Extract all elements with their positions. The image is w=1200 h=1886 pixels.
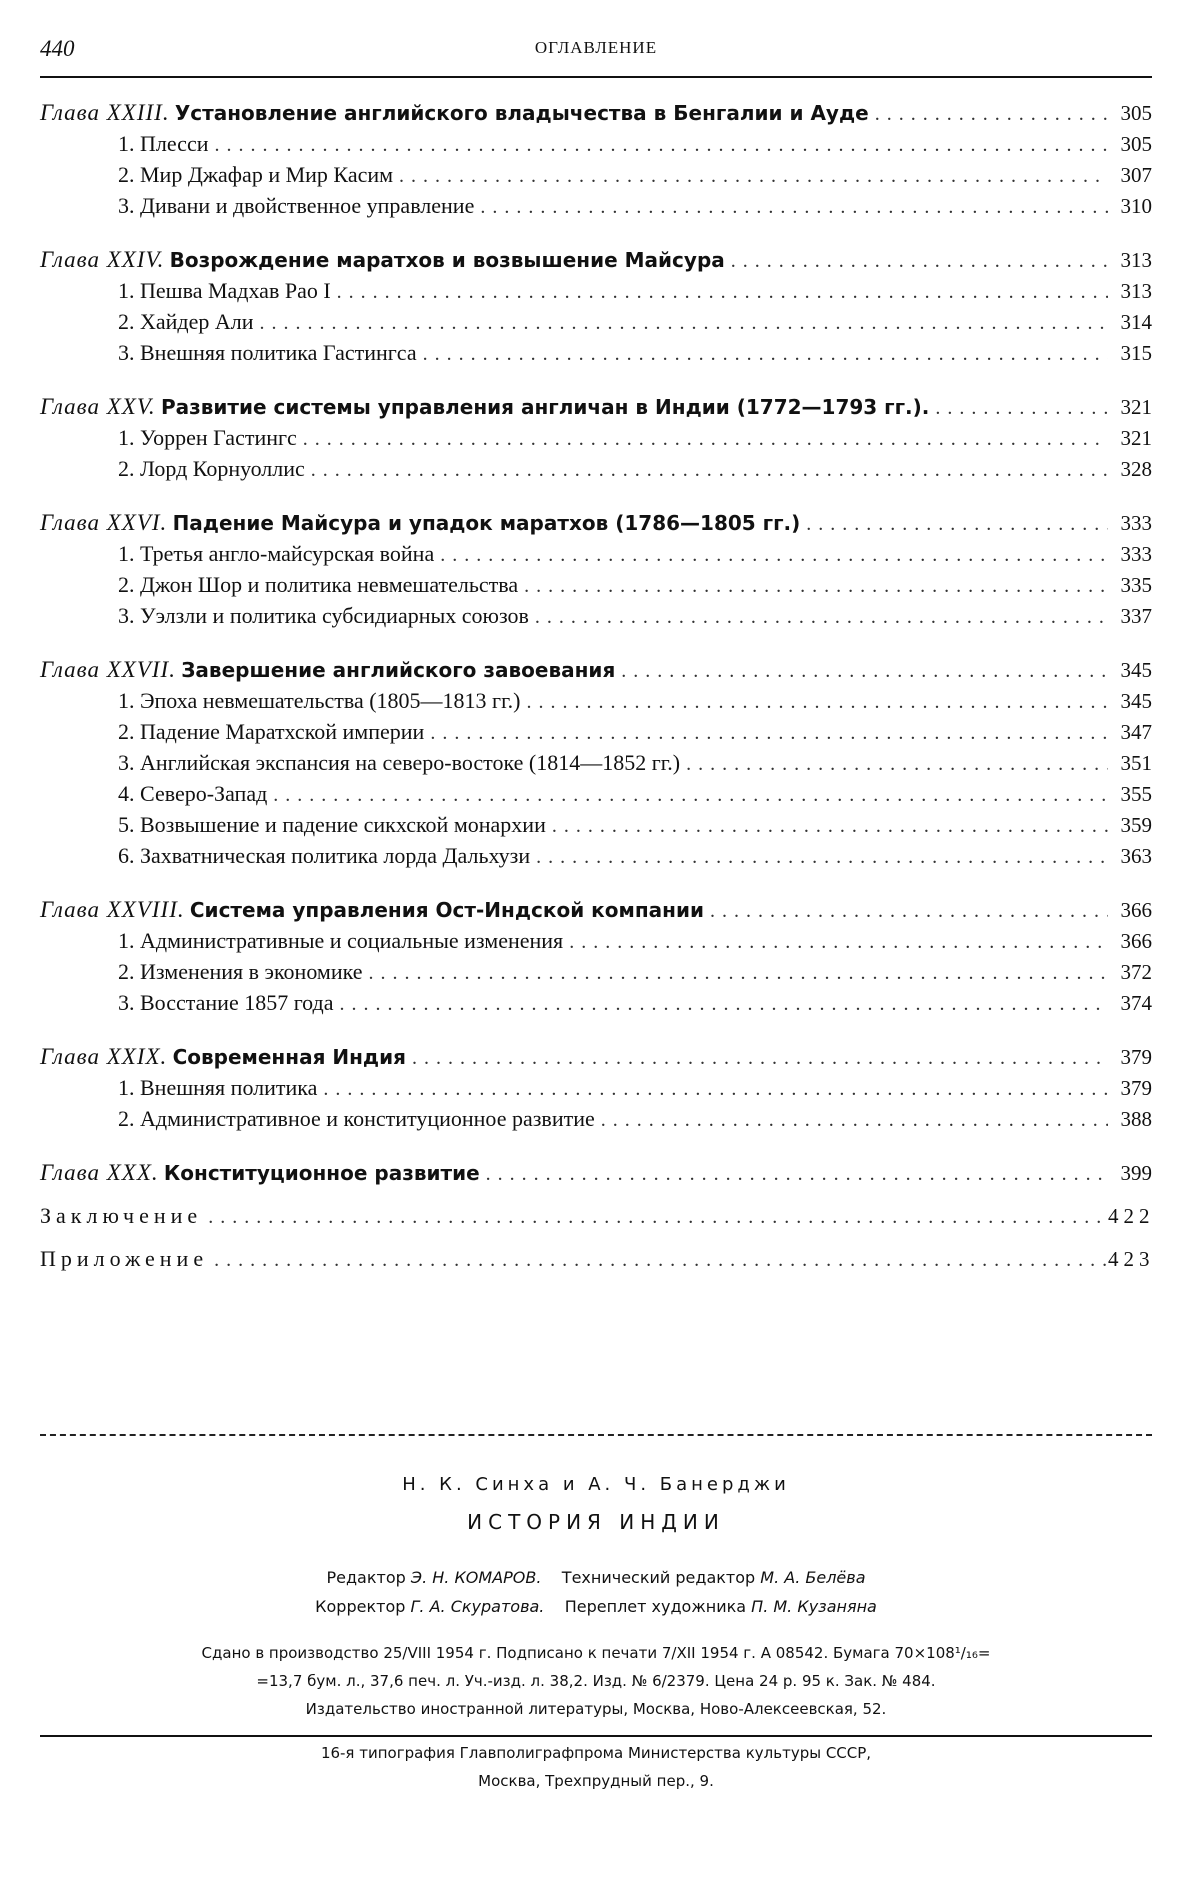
toc-section-row xyxy=(40,812,1152,842)
section-title: 1. Эпоха невмешательства (1805—1813 гг.) xyxy=(118,688,521,713)
dot-leader xyxy=(530,846,1108,869)
toc-appendix-row xyxy=(40,1246,1155,1276)
appendix-title: Приложение xyxy=(40,1246,209,1271)
page-ref: 351 xyxy=(1120,751,1152,775)
chapter-label: Глава XXIV. xyxy=(40,247,165,272)
dot-leader xyxy=(563,931,1108,954)
binding-name: П. М. Кузанянa xyxy=(751,1597,877,1616)
page-ref: 321 xyxy=(1120,395,1152,419)
section-title: 1. Внешняя политика xyxy=(118,1075,318,1100)
toc-section-row xyxy=(40,309,1152,339)
section-title: 1. Плесси xyxy=(118,131,209,156)
page-ref: 372 xyxy=(1120,960,1152,984)
dot-leader xyxy=(417,343,1108,366)
dot-leader xyxy=(615,660,1108,683)
dot-leader xyxy=(406,1047,1108,1070)
toc-section-row xyxy=(40,843,1152,873)
section-title: 2. Джон Шор и политика невмешательства xyxy=(118,572,519,597)
section-title: 2. Лорд Корнуоллис xyxy=(118,456,305,481)
dot-leader xyxy=(363,962,1108,985)
toc-section-row xyxy=(40,928,1152,958)
toc-chapter-row xyxy=(40,100,1152,130)
chapter-label: Глава XXX. xyxy=(40,1160,159,1185)
page-ref: 333 xyxy=(1120,511,1152,535)
dot-leader xyxy=(254,312,1108,335)
dot-leader xyxy=(546,815,1108,838)
production-line-3: Издательство иностранной литературы, Москва, Ново-Алексеевская, 52. xyxy=(305,1700,887,1718)
page-ref: 335 xyxy=(1120,573,1152,597)
chapter-heading xyxy=(40,247,725,273)
toc-section-row xyxy=(40,278,1152,308)
page-ref: 347 xyxy=(1120,720,1152,744)
page-ref: 379 xyxy=(1120,1076,1152,1100)
dot-leader xyxy=(800,513,1108,536)
toc-section-row xyxy=(40,572,1152,602)
dot-leader xyxy=(317,1078,1108,1101)
toc-chapter-row xyxy=(40,1160,1152,1190)
binding-label: Переплет художника xyxy=(564,1597,747,1616)
page-ref: 399 xyxy=(1120,1161,1152,1185)
appendix-title: Заключение xyxy=(40,1203,203,1228)
page-ref: 345 xyxy=(1120,689,1152,713)
page-ref: 423 xyxy=(1108,1247,1155,1271)
corrector-label: Корректор xyxy=(315,1597,406,1616)
chapter-heading xyxy=(40,1160,480,1186)
section-title: 2. Изменения в экономике xyxy=(118,959,363,984)
section-title: 1. Уоррен Гастингс xyxy=(118,425,297,450)
dot-leader xyxy=(929,397,1108,420)
section-title: 1. Административные и социальные изменения xyxy=(118,928,564,953)
toc-chapter-row xyxy=(40,247,1152,277)
chapter-title: Завершение английского завоевания xyxy=(181,658,616,682)
section-title: 2. Мир Джафар и Мир Касим xyxy=(118,162,394,187)
section-title: 2. Административное и конституционное развитие xyxy=(118,1106,595,1131)
toc-section-row xyxy=(40,541,1152,571)
toc-section-row xyxy=(40,1075,1152,1105)
dot-leader xyxy=(202,1206,1108,1229)
toc-section-row xyxy=(40,990,1152,1020)
chapter-heading xyxy=(40,657,615,683)
dot-leader xyxy=(305,459,1108,482)
toc-section-row xyxy=(40,456,1152,486)
toc-section-row xyxy=(40,1106,1152,1136)
separator-line xyxy=(40,1434,1152,1436)
editor-name: Э. Н. КОМАРОВ. xyxy=(410,1568,542,1587)
page-ref: 315 xyxy=(1120,341,1152,365)
chapter-title: Возрождение маратхов и возвышение Майсура xyxy=(169,248,725,272)
section-title: 1. Пешва Мадхав Рао I xyxy=(118,278,331,303)
chapter-label: Глава XXVIII. xyxy=(40,897,185,922)
running-title: ОГЛАВЛЕНИЕ xyxy=(534,38,658,57)
section-title: 6. Захватническая политика лорда Дальхузи xyxy=(118,843,531,868)
toc-section-row xyxy=(40,750,1152,780)
dot-leader xyxy=(595,1109,1108,1132)
editor-label: Редактор xyxy=(326,1568,406,1587)
chapter-title: Развитие системы управления англичан в Индии (1772—1793 гг.). xyxy=(160,395,930,419)
chapter-title: Современная Индия xyxy=(172,1045,406,1069)
toc-chapter-row xyxy=(40,510,1152,540)
page-ref: 366 xyxy=(1120,898,1152,922)
chapter-title: Установление английского владычества в Бенгалии и Ауде xyxy=(174,101,869,125)
chapter-heading xyxy=(40,394,929,420)
toc-chapter-row xyxy=(40,657,1152,687)
chapter-title: Система управления Ост-Индской компании xyxy=(189,898,704,922)
toc-section-row xyxy=(40,719,1152,749)
chapter-heading xyxy=(40,897,704,923)
dot-leader xyxy=(529,606,1108,629)
dot-leader xyxy=(680,753,1108,776)
separator-line-bottom xyxy=(40,1735,1152,1737)
section-title: 3. Дивани и двойственное управление xyxy=(118,193,475,218)
imprint-corrector-line xyxy=(40,1597,1152,1616)
page-ref: 355 xyxy=(1120,782,1152,806)
page-ref: 313 xyxy=(1120,248,1152,272)
toc-section-row xyxy=(40,193,1152,223)
production-line-2: =13,7 бум. л., 37,6 печ. л. Уч.-изд. л. 38,2. Изд. № 6/2379. Цена 24 р. 95 к. Зак. № 484. xyxy=(256,1672,936,1690)
toc-section-row xyxy=(40,688,1152,718)
chapter-label: Глава XXIII. xyxy=(40,100,170,125)
dot-leader xyxy=(297,428,1108,451)
page-ref: 305 xyxy=(1120,101,1152,125)
dot-leader xyxy=(331,281,1108,304)
page-ref: 363 xyxy=(1120,844,1152,868)
section-title: 3. Внешняя политика Гастингса xyxy=(118,340,417,365)
imprint-book-title: ИСТОРИЯ ИНДИИ xyxy=(467,1510,725,1534)
page-ref: 321 xyxy=(1120,426,1152,450)
page-ref: 345 xyxy=(1120,658,1152,682)
chapter-heading xyxy=(40,1044,406,1070)
dot-leader xyxy=(704,900,1108,923)
dot-leader xyxy=(208,1249,1108,1272)
dot-leader xyxy=(208,134,1108,157)
chapter-heading xyxy=(40,100,869,126)
section-title: 3. Английская экспансия на северо-востоке (1814—1852 гг.) xyxy=(118,750,681,775)
page-ref: 337 xyxy=(1120,604,1152,628)
page-ref: 366 xyxy=(1120,929,1152,953)
toc-section-row xyxy=(40,340,1152,370)
toc-section-row xyxy=(40,131,1152,161)
section-title: 1. Третья англо-майсурская война xyxy=(118,541,435,566)
page-ref: 379 xyxy=(1120,1045,1152,1069)
chapter-heading xyxy=(40,510,800,536)
dot-leader xyxy=(267,784,1108,807)
page-ref: 328 xyxy=(1120,457,1152,481)
page-ref: 313 xyxy=(1120,279,1152,303)
chapter-title: Конституционное развитие xyxy=(163,1161,480,1185)
tech-editor-label: Технический редактор xyxy=(561,1568,756,1587)
imprint-editors-line xyxy=(40,1568,1152,1587)
dot-leader xyxy=(480,1163,1108,1186)
dot-leader xyxy=(393,165,1108,188)
toc-section-row xyxy=(40,425,1152,455)
tech-editor-name: М. А. Белёва xyxy=(760,1568,866,1587)
printer-line-2: Москва, Трехпрудный пер., 9. xyxy=(478,1772,714,1790)
toc-chapter-row xyxy=(40,1044,1152,1074)
toc-section-row xyxy=(40,162,1152,192)
corrector-name: Г. А. Скуратова. xyxy=(410,1597,545,1616)
dot-leader xyxy=(424,722,1108,745)
page-ref: 307 xyxy=(1120,163,1152,187)
section-title: 2. Падение Маратхской империи xyxy=(118,719,425,744)
page-ref: 359 xyxy=(1120,813,1152,837)
section-title: 3. Восстание 1857 года xyxy=(118,990,334,1015)
chapter-title: Падение Майсура и упадок маратхов (1786—1805 гг.) xyxy=(172,511,801,535)
page-ref: 333 xyxy=(1120,542,1152,566)
toc-appendix-row xyxy=(40,1203,1155,1233)
page-header xyxy=(40,36,1152,78)
dot-leader xyxy=(474,196,1108,219)
dot-leader xyxy=(434,544,1108,567)
section-title: 3. Уэлзли и политика субсидиарных союзов xyxy=(118,603,529,628)
dot-leader xyxy=(518,575,1108,598)
page-ref: 388 xyxy=(1120,1107,1152,1131)
page-ref: 314 xyxy=(1120,310,1152,334)
page-number: 440 xyxy=(40,36,75,61)
chapter-label: Глава XXIX. xyxy=(40,1044,168,1069)
printer-line-1: 16-я типография Главполиграфпрома Министерства культуры СССР, xyxy=(320,1744,872,1762)
page-ref: 374 xyxy=(1120,991,1152,1015)
toc-chapter-row xyxy=(40,897,1152,927)
dot-leader xyxy=(869,103,1108,126)
page-ref: 305 xyxy=(1120,132,1152,156)
page-ref: 422 xyxy=(1108,1204,1155,1228)
imprint-authors: Н. К. Синха и А. Ч. Банерджи xyxy=(402,1474,790,1495)
toc-chapter-row xyxy=(40,394,1152,424)
toc-section-row xyxy=(40,959,1152,989)
section-title: 5. Возвышение и падение сикхской монархии xyxy=(118,812,546,837)
dot-leader xyxy=(725,250,1108,273)
toc-section-row xyxy=(40,781,1152,811)
section-title: 2. Хайдер Али xyxy=(118,309,254,334)
dot-leader xyxy=(520,691,1108,714)
section-title: 4. Северо-Запад xyxy=(118,781,268,806)
chapter-label: Глава XXV. xyxy=(40,394,156,419)
chapter-label: Глава XXVI. xyxy=(40,510,168,535)
production-line-1: Сдано в производство 25/VIII 1954 г. Подписано к печати 7/XII 1954 г. А 08542. Бумага 70×108¹/₁₆= xyxy=(201,1644,991,1662)
page-ref: 310 xyxy=(1120,194,1152,218)
chapter-label: Глава XXVII. xyxy=(40,657,176,682)
toc-section-row xyxy=(40,603,1152,633)
dot-leader xyxy=(334,993,1108,1016)
